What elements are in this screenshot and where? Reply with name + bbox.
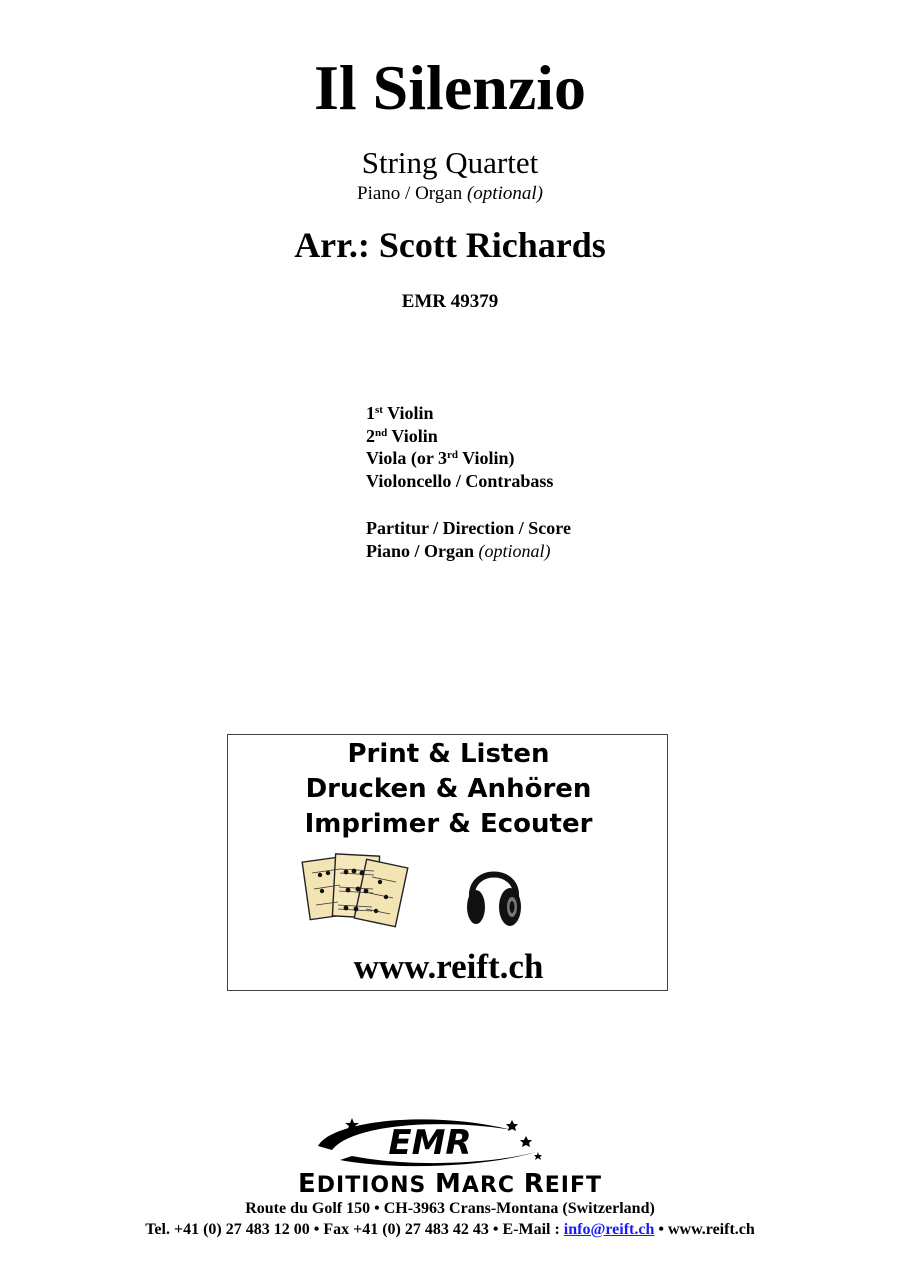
parts-list <box>366 402 553 492</box>
part-viola <box>366 447 553 470</box>
arranger: Arr.: Scott Richards <box>294 225 606 265</box>
part-text: Violin <box>387 425 438 446</box>
subtitle-instruments-text: Piano / Organ <box>357 183 463 204</box>
publisher-contact <box>0 1220 900 1240</box>
subtitle-optional: (optional) <box>466 183 543 204</box>
part-num: 1 <box>366 403 375 423</box>
part-text: Violin <box>382 403 434 423</box>
part-optional: (optional) <box>478 540 551 561</box>
extra-parts-list <box>366 517 571 562</box>
brand-word: DITIONS <box>316 1173 436 1198</box>
emr-logo <box>312 1112 548 1170</box>
brand-letter: R <box>523 1169 545 1199</box>
promo-url: www.reift.ch <box>353 947 544 986</box>
emr-logo-text: EMR <box>388 1123 472 1163</box>
sheet-music-icon <box>300 851 412 931</box>
part-text: Viola (or 3 <box>366 448 447 468</box>
part-violin-2 <box>366 425 553 448</box>
part-text: Violin) <box>458 448 515 468</box>
publisher-address: Route du Golf 150 • CH-3963 Crans-Montana (Switzerland) <box>245 1200 655 1217</box>
catalog-code: EMR 49379 <box>401 291 499 312</box>
brand-word: ARC <box>461 1173 524 1198</box>
part-sup: nd <box>375 426 388 439</box>
headphones-icon <box>464 853 524 933</box>
part-sup: rd <box>447 449 458 461</box>
subtitle-instruments <box>0 182 900 206</box>
contact-website: • www.reift.ch <box>654 1221 755 1238</box>
promo-line-2: Drucken & Anhören <box>305 774 592 804</box>
brand-letter: M <box>435 1169 462 1199</box>
email-link[interactable]: info@reift.ch <box>563 1221 655 1238</box>
part-num: 2 <box>366 425 375 446</box>
contact-phone-fax: Tel. +41 (0) 27 483 12 00 • Fax +41 (0) 27 483 42 43 • E-Mail : <box>145 1221 564 1238</box>
print-listen-box <box>227 734 668 991</box>
page-title: Il Silenzio <box>313 52 587 123</box>
part-text: Piano / Organ <box>366 540 475 561</box>
part-sup: st <box>375 404 383 416</box>
brand-letter: E <box>298 1169 317 1199</box>
brand-word: EIFT <box>544 1173 602 1198</box>
publisher-brand <box>0 1169 900 1199</box>
promo-line-3: Imprimer & Ecouter <box>304 809 593 839</box>
part-cello: Violoncello / Contrabass <box>366 470 554 491</box>
subtitle: String Quartet <box>361 145 539 180</box>
part-violin-1 <box>366 402 553 425</box>
promo-line-1: Print & Listen <box>347 739 550 769</box>
part-piano <box>366 540 571 563</box>
part-score: Partitur / Direction / Score <box>366 518 571 538</box>
